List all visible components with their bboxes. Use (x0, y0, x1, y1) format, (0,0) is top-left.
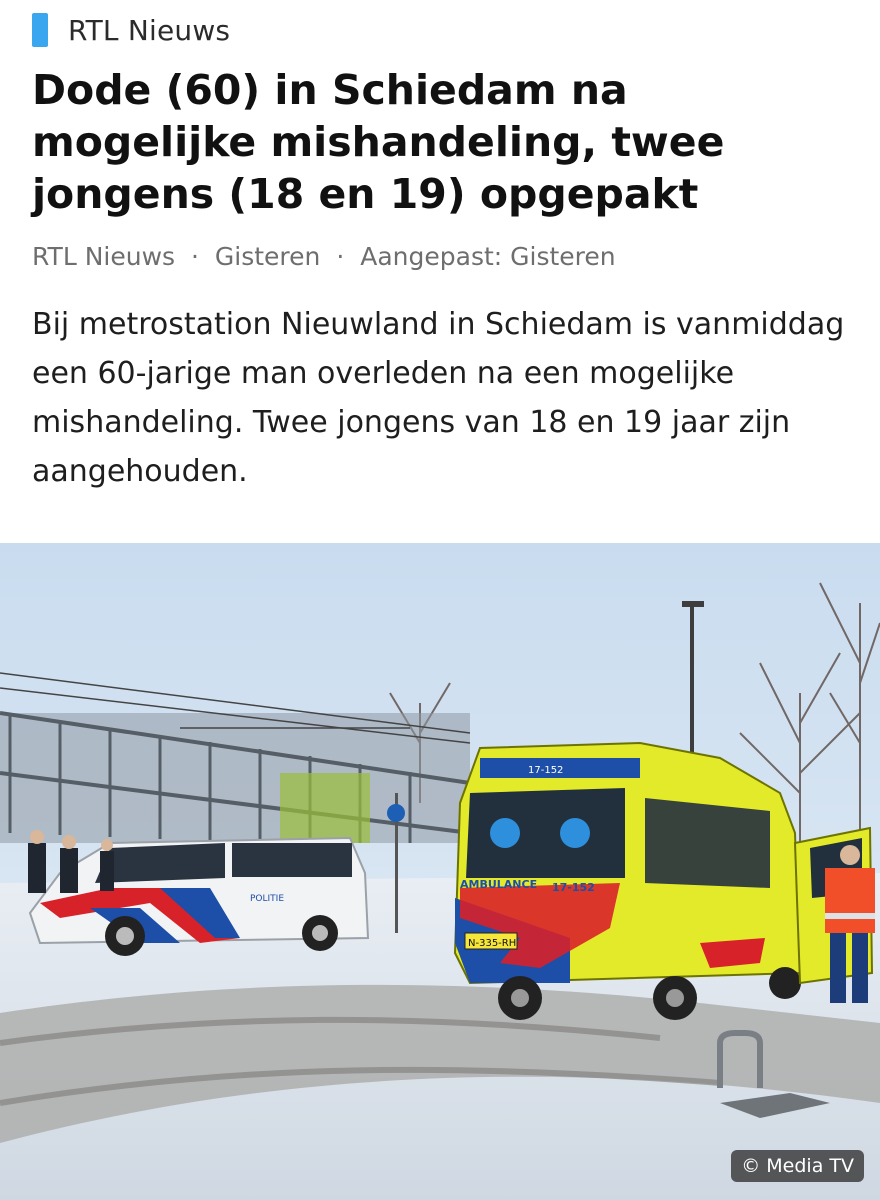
meta-separator: · (191, 242, 199, 271)
meta-author: RTL Nieuws (32, 242, 176, 271)
article-headline: Dode (60) in Schiedam na mogelijke mishandeling, twee jongens (18 en 19) opgepakt (32, 66, 725, 218)
ambulance-number: 17-152 (552, 881, 595, 894)
plate-text: N-335-RH (468, 938, 517, 949)
ambulance-roof-number: 17-152 (528, 765, 564, 776)
article-lede: Bij metrostation Nieuwland in Schiedam is vanmiddag een 60-jarige man overleden na een mogelijke mishandeling. Twee jongens van 18 en 19 jaar zijn aangehouden. (32, 307, 845, 489)
meta-published: Gisteren (214, 242, 321, 271)
photo-credit: © Media TV (731, 1150, 864, 1182)
meta-separator: · (336, 242, 345, 271)
police-text: POLITIE (250, 894, 285, 904)
source-accent-bar (32, 13, 48, 47)
ambulance-label: AMBULANCE (460, 878, 538, 891)
meta-updated: Aangepast: Gisteren (360, 242, 616, 271)
photo-scene (0, 543, 880, 1200)
source-header[interactable] (32, 12, 230, 48)
source-name: RTL Nieuws (68, 13, 231, 47)
article-photo[interactable] (0, 543, 880, 1200)
article-meta (32, 242, 616, 271)
